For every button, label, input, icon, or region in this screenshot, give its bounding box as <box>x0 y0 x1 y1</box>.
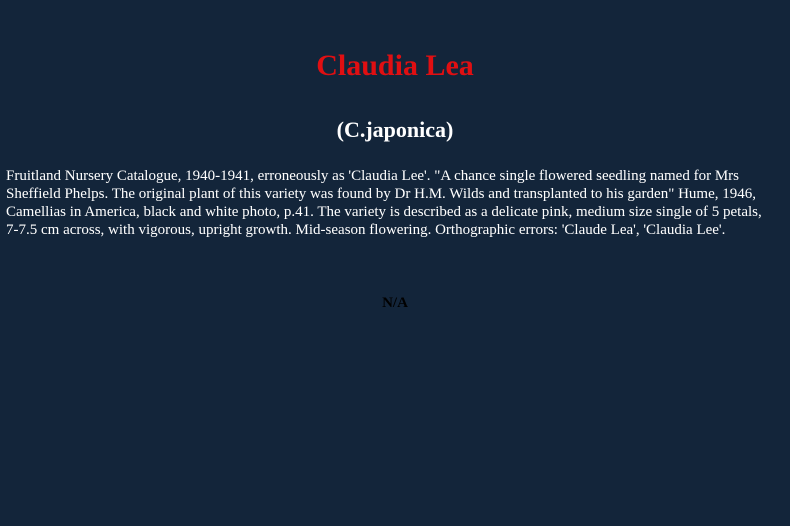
variety-name-title: Claudia Lea <box>316 49 474 82</box>
species-subtitle: (C.japonica) <box>336 117 454 142</box>
image-status-text: N/A <box>382 295 408 311</box>
variety-description: Fruitland Nursery Catalogue, 1940-1941, erroneously as 'Claudia Lee'. "A chance single flowered seedling named for Mrs Sheffield Phelps. The original plant of this variety was found by Dr H.M. Wilds and transplanted to his garden" Hume, 1946, Camellias in America, black and white photo, p.41. The variety is described as a delicate pink, medium size single of 5 petals, 7-7.5 cm across, with vigorous, upright growth. Mid-season flowering. Orthographic errors: 'Claude Lea', 'Claudia Lee'. <box>6 168 762 238</box>
